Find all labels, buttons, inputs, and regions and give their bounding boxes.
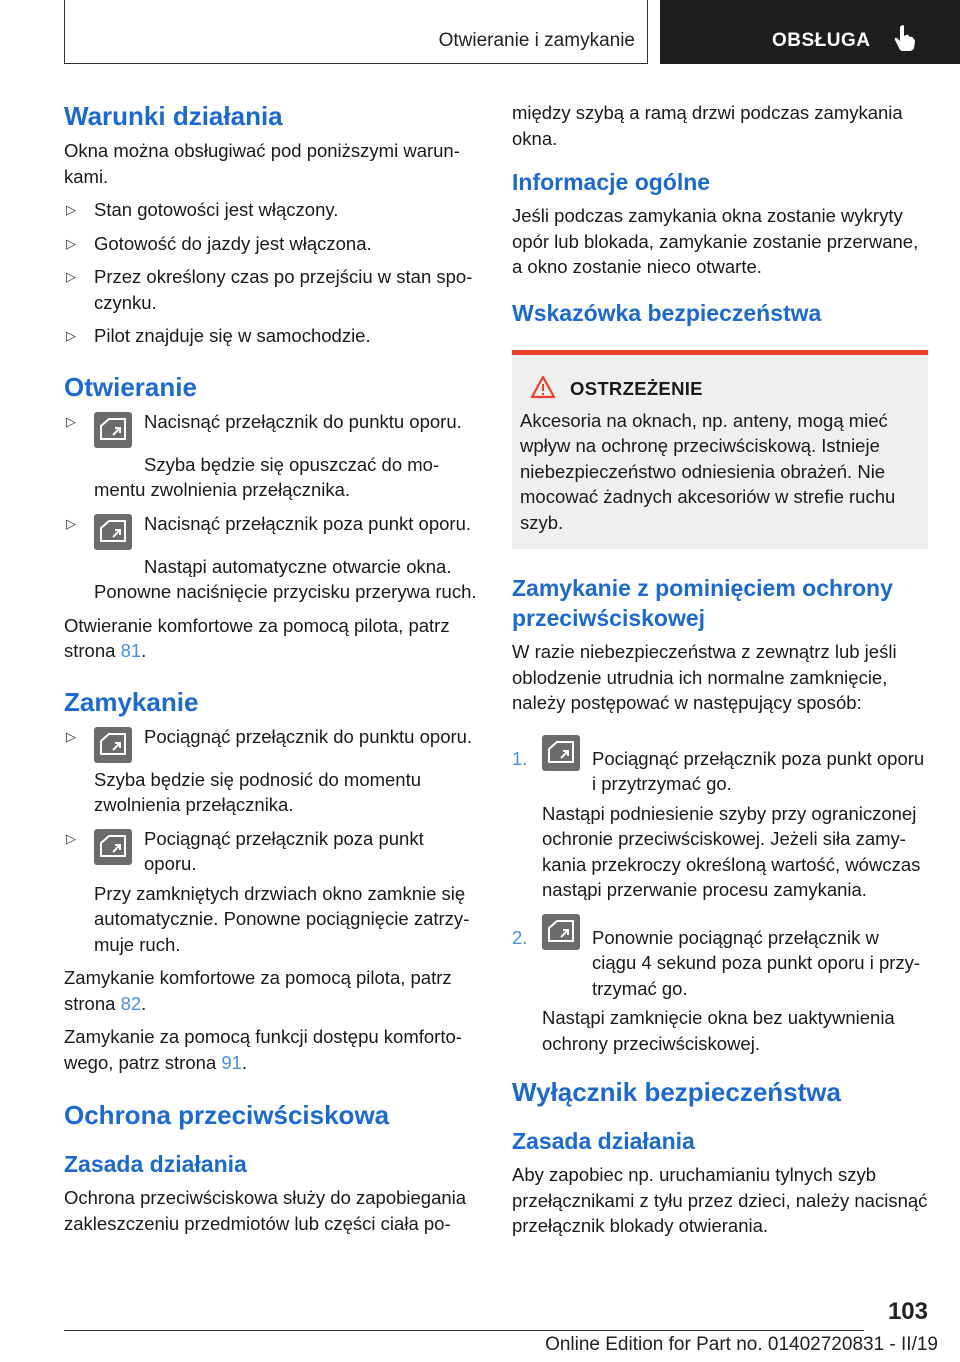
triangle-bullet-icon: ▷ [66, 413, 76, 429]
zasada2-heading: Zasada działania [512, 1128, 695, 1154]
info-text: Jeśli podczas zamykania okna zostanie wykryty opór lub blokada, zamykanie zostanie przerwane, a okno zostanie nieco otwarte. [512, 205, 919, 277]
list-item: ▷ Pilot znajduje się w samochodzie. [64, 323, 480, 349]
header-chapter-box [64, 0, 648, 64]
warning-triangle-icon [530, 375, 556, 404]
pominiecie-intro: W razie niebezpieczeństwa z zewnątrz lub jeśli oblodzenie utrudnia ich normalne zamknięcie, należy postępować w następujący sposób: [512, 641, 897, 713]
zamykanie-dostep-text: Zamykanie za pomocą funkcji dostępu komfortowego, patrz strona 91. [64, 1026, 462, 1073]
triangle-bullet-icon: ▷ [66, 830, 76, 846]
list-item: ▷ Nacisnąć przełącznik poza punkt oporu. Nastąpi automatyczne otwarcie okna. Ponowne naciśnięcie przycisku przerywa ruch. [66, 512, 477, 602]
list-item: 1. Pociągnąć przełącznik poza punkt oporu i przytrzymać go. Nastąpi podniesienie szyby przy ograniczonej ochronie przeciwściskowej. Jeżeli siła zamykania przekroczy określoną wartość, wówczas nastąpi przerwanie procesu zamykania. [512, 732, 928, 903]
otwieranie-komfort-text: Otwieranie komfortowe za pomocą pilota, patrz strona 81. [64, 614, 450, 661]
section-label: OBSŁUGA [772, 30, 871, 51]
wskazowka-heading: Wskazówka bezpieczeństwa [512, 299, 822, 326]
continuation-text: między szybą a ramą drzwi podczas zamykania okna. [512, 102, 903, 149]
triangle-bullet-icon: ▷ [66, 202, 76, 217]
triangle-bullet-icon: ▷ [66, 728, 76, 744]
triangle-bullet-icon: ▷ [66, 515, 76, 531]
wylacznik-heading: Wyłącznik bezpieczeństwa [512, 1077, 841, 1107]
zamykanie-list [64, 724, 480, 958]
list-item: ▷ Stan gotowości jest włączony. [64, 197, 480, 223]
triangle-bullet-icon: ▷ [66, 328, 76, 343]
page-link[interactable]: 82 [120, 992, 142, 1014]
list-item: ▷ Nacisnąć przełącznik do punktu oporu. Szyba będzie się opuszczać do momentu zwolnienia przełącznika. [66, 410, 462, 500]
left-column [64, 100, 480, 1244]
otwieranie-heading: Otwieranie [64, 371, 197, 402]
page-link[interactable]: 81 [120, 640, 142, 661]
list-item: ▷ Pociągnąć przełącznik poza punkt oporu. Przy zamkniętych drzwiach okno zamknie się automatycznie. Ponowne pociągnięcie zatrzymuje ruch. [66, 827, 470, 955]
ochrona-heading: Ochrona przeciwściskowa [64, 1100, 390, 1130]
window-switch-icon [542, 914, 580, 950]
header-section-tab [660, 0, 960, 64]
list-item: 2. Ponownie pociągnąć przełącznik w ciągu 4 sekund poza punkt oporu i przytrzymać go. Nastąpi zamknięcie okna bez uaktywnienia ochrony przeciwściskowej. [512, 911, 928, 1057]
page-link[interactable]: 91 [221, 1051, 242, 1073]
warning-box [512, 350, 928, 550]
warning-label: OSTRZEŻENIE [570, 378, 703, 399]
warunki-list [64, 197, 480, 349]
steps-list [512, 732, 928, 1057]
zamykanie-komfort-text: Zamykanie komfortowe za pomocą pilota, patrz strona 82. [64, 967, 452, 1014]
right-column [512, 100, 928, 1247]
list-item: ▷ Gotowość do jazdy jest włączona. [64, 231, 480, 257]
pominiecie-heading: Zamykanie z pominięciem ochrony przeciwściskowej [512, 575, 893, 631]
warning-text: Akcesoria na oknach, np. anteny, mogą mieć wpływ na ochronę przeciwściskową. Istnieje niebezpieczeństwo odniesienia obrażeń. Nie mocować żadnych akcesoriów w strefie ruchu szyb. [520, 409, 896, 533]
step-number: 2. [512, 926, 528, 948]
zasada-text: Ochrona przeciwściskowa służy do zapobiegania zakleszczeniu przedmiotów lub części ciała po- [64, 1187, 467, 1234]
info-heading: Informacje ogólne [512, 169, 711, 195]
warning-header [520, 375, 920, 404]
otwieranie-list [64, 409, 480, 605]
footer-divider [64, 1330, 864, 1331]
window-switch-icon [94, 727, 132, 763]
triangle-bullet-icon: ▷ [66, 235, 76, 251]
warunki-intro: Okna można obsługiwać pod poniższymi warunkami. [64, 140, 460, 187]
zasada2-text: Aby zapobiec np. uruchamianiu tylnych szyb przełącznikami z tyłu przez dzieci, należy nacisnąć przełącznik blokady otwierania. [512, 1164, 928, 1236]
warunki-heading: Warunki działania [64, 101, 283, 131]
window-switch-icon [94, 829, 132, 865]
chapter-title: Otwieranie i zamykanie [438, 30, 635, 51]
list-item: ▷ Przez określony czas po przejściu w stan spoczynku. [66, 266, 473, 313]
list-item: ▷ Pociągnąć przełącznik do punktu oporu. Szyba będzie się podnosić do momentu zwolnienia przełącznika. [66, 725, 473, 815]
zasada-heading: Zasada działania [64, 1151, 247, 1177]
window-switch-icon [542, 735, 580, 771]
zamykanie-heading: Zamykanie [64, 686, 199, 717]
window-switch-icon [94, 514, 132, 550]
triangle-bullet-icon: ▷ [66, 269, 76, 284]
window-switch-icon [94, 412, 132, 448]
footer-edition: Online Edition for Part no. 01402720831 - II/19 [545, 1334, 938, 1355]
page-number: 103 [887, 1298, 928, 1325]
pointing-hand-icon [894, 24, 916, 57]
step-number: 1. [512, 747, 528, 769]
